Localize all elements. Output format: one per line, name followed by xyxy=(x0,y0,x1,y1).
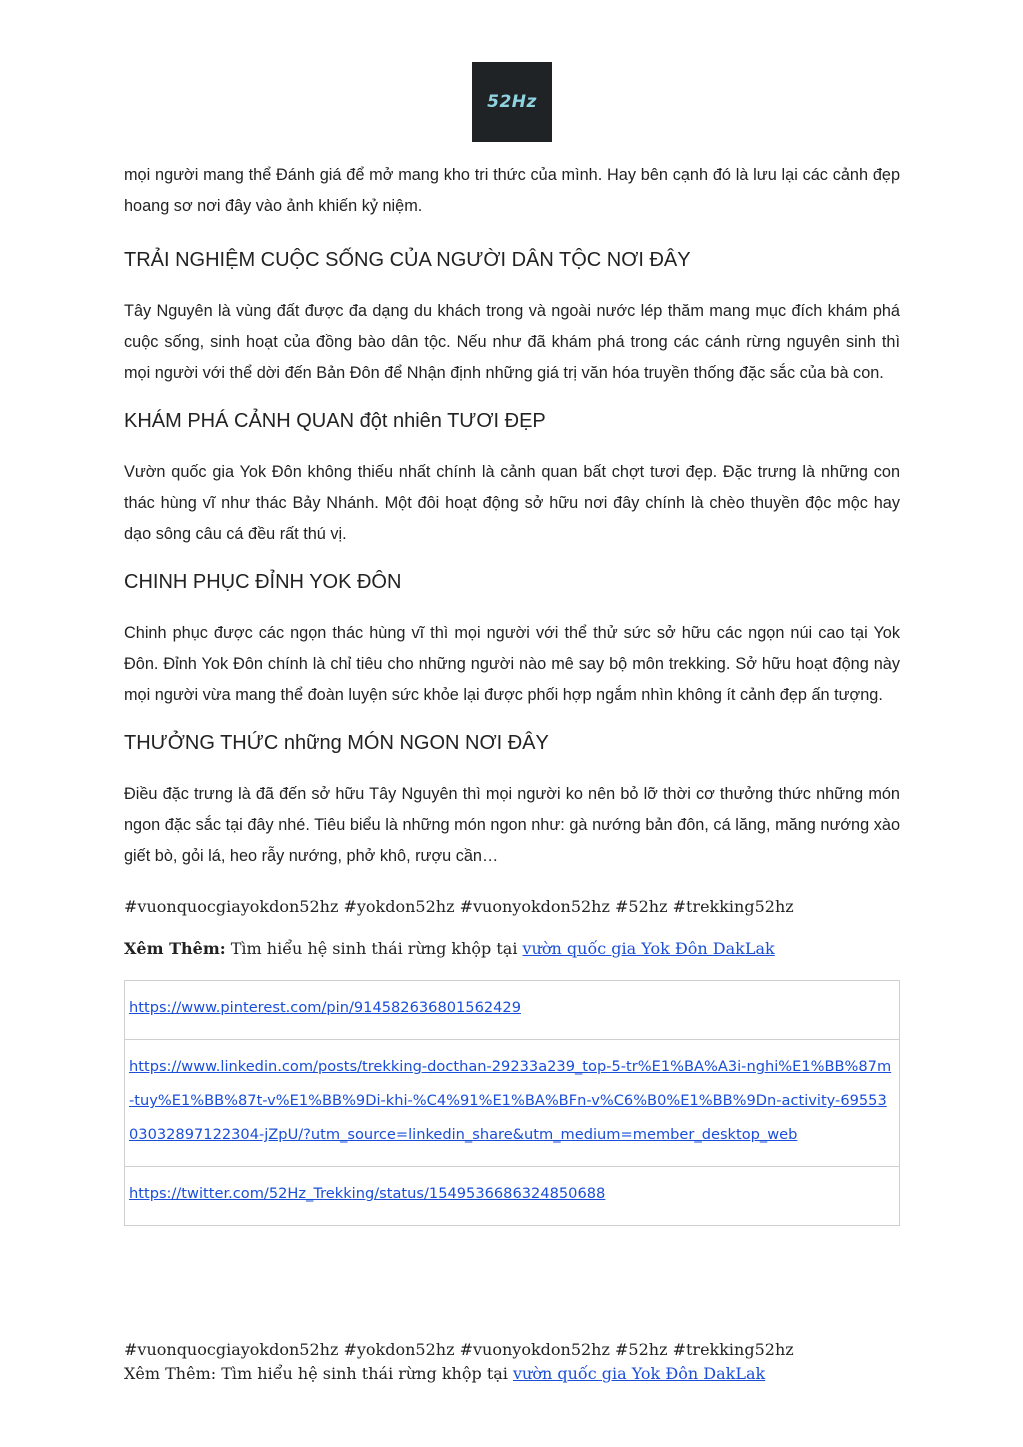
footer-see-more xyxy=(124,1362,900,1386)
footer-see-more-text: Xêm Thêm: Tìm hiểu hệ sinh thái rừng khộp tại xyxy=(124,1364,513,1383)
section-heading-experience: TRẢI NGHIỆM CUỘC SỐNG CỦA NGƯỜI DÂN TỘC NƠI ĐÂY xyxy=(124,249,691,271)
table-cell xyxy=(125,981,900,1040)
section-body-experience: Tây Nguyên là vùng đất được đa dạng du khách trong và ngoài nước lép thăm mang mục đích khám phá cuộc sống, sinh hoạt của đồng bào dân tộc. Nếu như đã khám phá trong các cánh rừng nguyên sinh thì mọi người với thể dời đến Bản Đôn để Nhận định những giá trị văn hóa truyền thống đặc sắc của bà con. xyxy=(124,302,900,382)
hashtags: #vuonquocgiayokdon52hz #yokdon52hz #vuonyokdon52hz #52hz #trekking52hz xyxy=(124,897,794,916)
links-table xyxy=(124,980,900,1226)
section-heading-summit: CHINH PHỤC ĐỈNH YOK ĐÔN xyxy=(124,571,402,593)
section-body-landscape: Vườn quốc gia Yok Đôn không thiếu nhất chính là cảnh quan bất chợt tươi đẹp. Đặc trưng là những con thác hùng vĩ như thác Bảy Nhánh. Một đôi hoạt động sở hữu nơi đây chính là chèo thuyền độc mộc hay dạo sông câu cá đều rất thú vị. xyxy=(124,463,900,543)
logo-text: 52Hz xyxy=(487,92,537,112)
see-more-line xyxy=(124,936,900,962)
section-heading-landscape: KHÁM PHÁ CẢNH QUAN đột nhiên TƯƠI ĐẸP xyxy=(124,410,546,432)
see-more-text: Tìm hiểu hệ sinh thái rừng khộp tại xyxy=(225,939,523,958)
section-body-summit: Chinh phục được các ngọn thác hùng vĩ thì mọi người với thể thử sức sở hữu các ngọn núi cao tại Yok Đôn. Đỉnh Yok Đôn chính là chỉ tiêu cho những người nào mê say bộ môn trekking. Sở hữu hoạt động này mọi người vừa mang thể đoàn luyện sức khỏe lại được phối hợp ngắm nhìn không ít cảnh đẹp ấn tượng. xyxy=(124,624,900,704)
table-row xyxy=(125,981,900,1040)
table-cell xyxy=(125,1040,900,1167)
table-row xyxy=(125,1040,900,1167)
see-more-label: Xêm Thêm: xyxy=(124,939,226,958)
table-cell xyxy=(125,1167,900,1226)
table-row xyxy=(125,1167,900,1226)
section-heading-food: THƯỞNG THỨC những MÓN NGON NƠI ĐÂY xyxy=(124,732,549,754)
linkedin-link[interactable]: https://www.linkedin.com/posts/trekking-docthan-29233a239_top-5-tr%E1%BA%A3i-nghi%E1%BB%87m-tuy%E1%BB%87t-v%E1%BB%9Di-khi-%C4%91%E1%BA%BFn-v%C6%B0%E1%BB%9Dn-activity-6955303032897122304-jZpU/?utm_source=linkedin_share&utm_medium=member_desktop_web xyxy=(129,1058,892,1143)
section-body-food: Điều đặc trưng là đã đến sở hữu Tây Nguyên thì mọi người ko nên bỏ lỡ thời cơ thưởng thức những món ngon đặc sắc tại đây nhé. Tiêu biểu là những món ngon như: gà nướng bản đôn, cá lăng, măng nướng xào giết bò, gỏi lá, heo rẫy nướng, phở khô, rượu cần… xyxy=(124,785,900,865)
see-more-link[interactable]: vườn quốc gia Yok Đôn DakLak xyxy=(522,939,775,958)
pinterest-link[interactable]: https://www.pinterest.com/pin/914582636801562429 xyxy=(129,999,522,1016)
footer-see-more-link[interactable]: vườn quốc gia Yok Đôn DakLak xyxy=(513,1364,766,1383)
intro-paragraph: mọi người mang thể Đánh giá để mở mang kho tri thức của mình. Hay bên cạnh đó là lưu lại các cảnh đẹp hoang sơ nơi đây vào ảnh khiến kỷ niệm. xyxy=(124,166,900,215)
site-logo xyxy=(472,62,552,142)
article-content xyxy=(124,160,900,1226)
twitter-link[interactable]: https://twitter.com/52Hz_Trekking/status/1549536686324850688 xyxy=(129,1185,606,1202)
page-footer xyxy=(124,1338,900,1386)
footer-hashtags: #vuonquocgiayokdon52hz #yokdon52hz #vuonyokdon52hz #52hz #trekking52hz xyxy=(124,1340,794,1359)
